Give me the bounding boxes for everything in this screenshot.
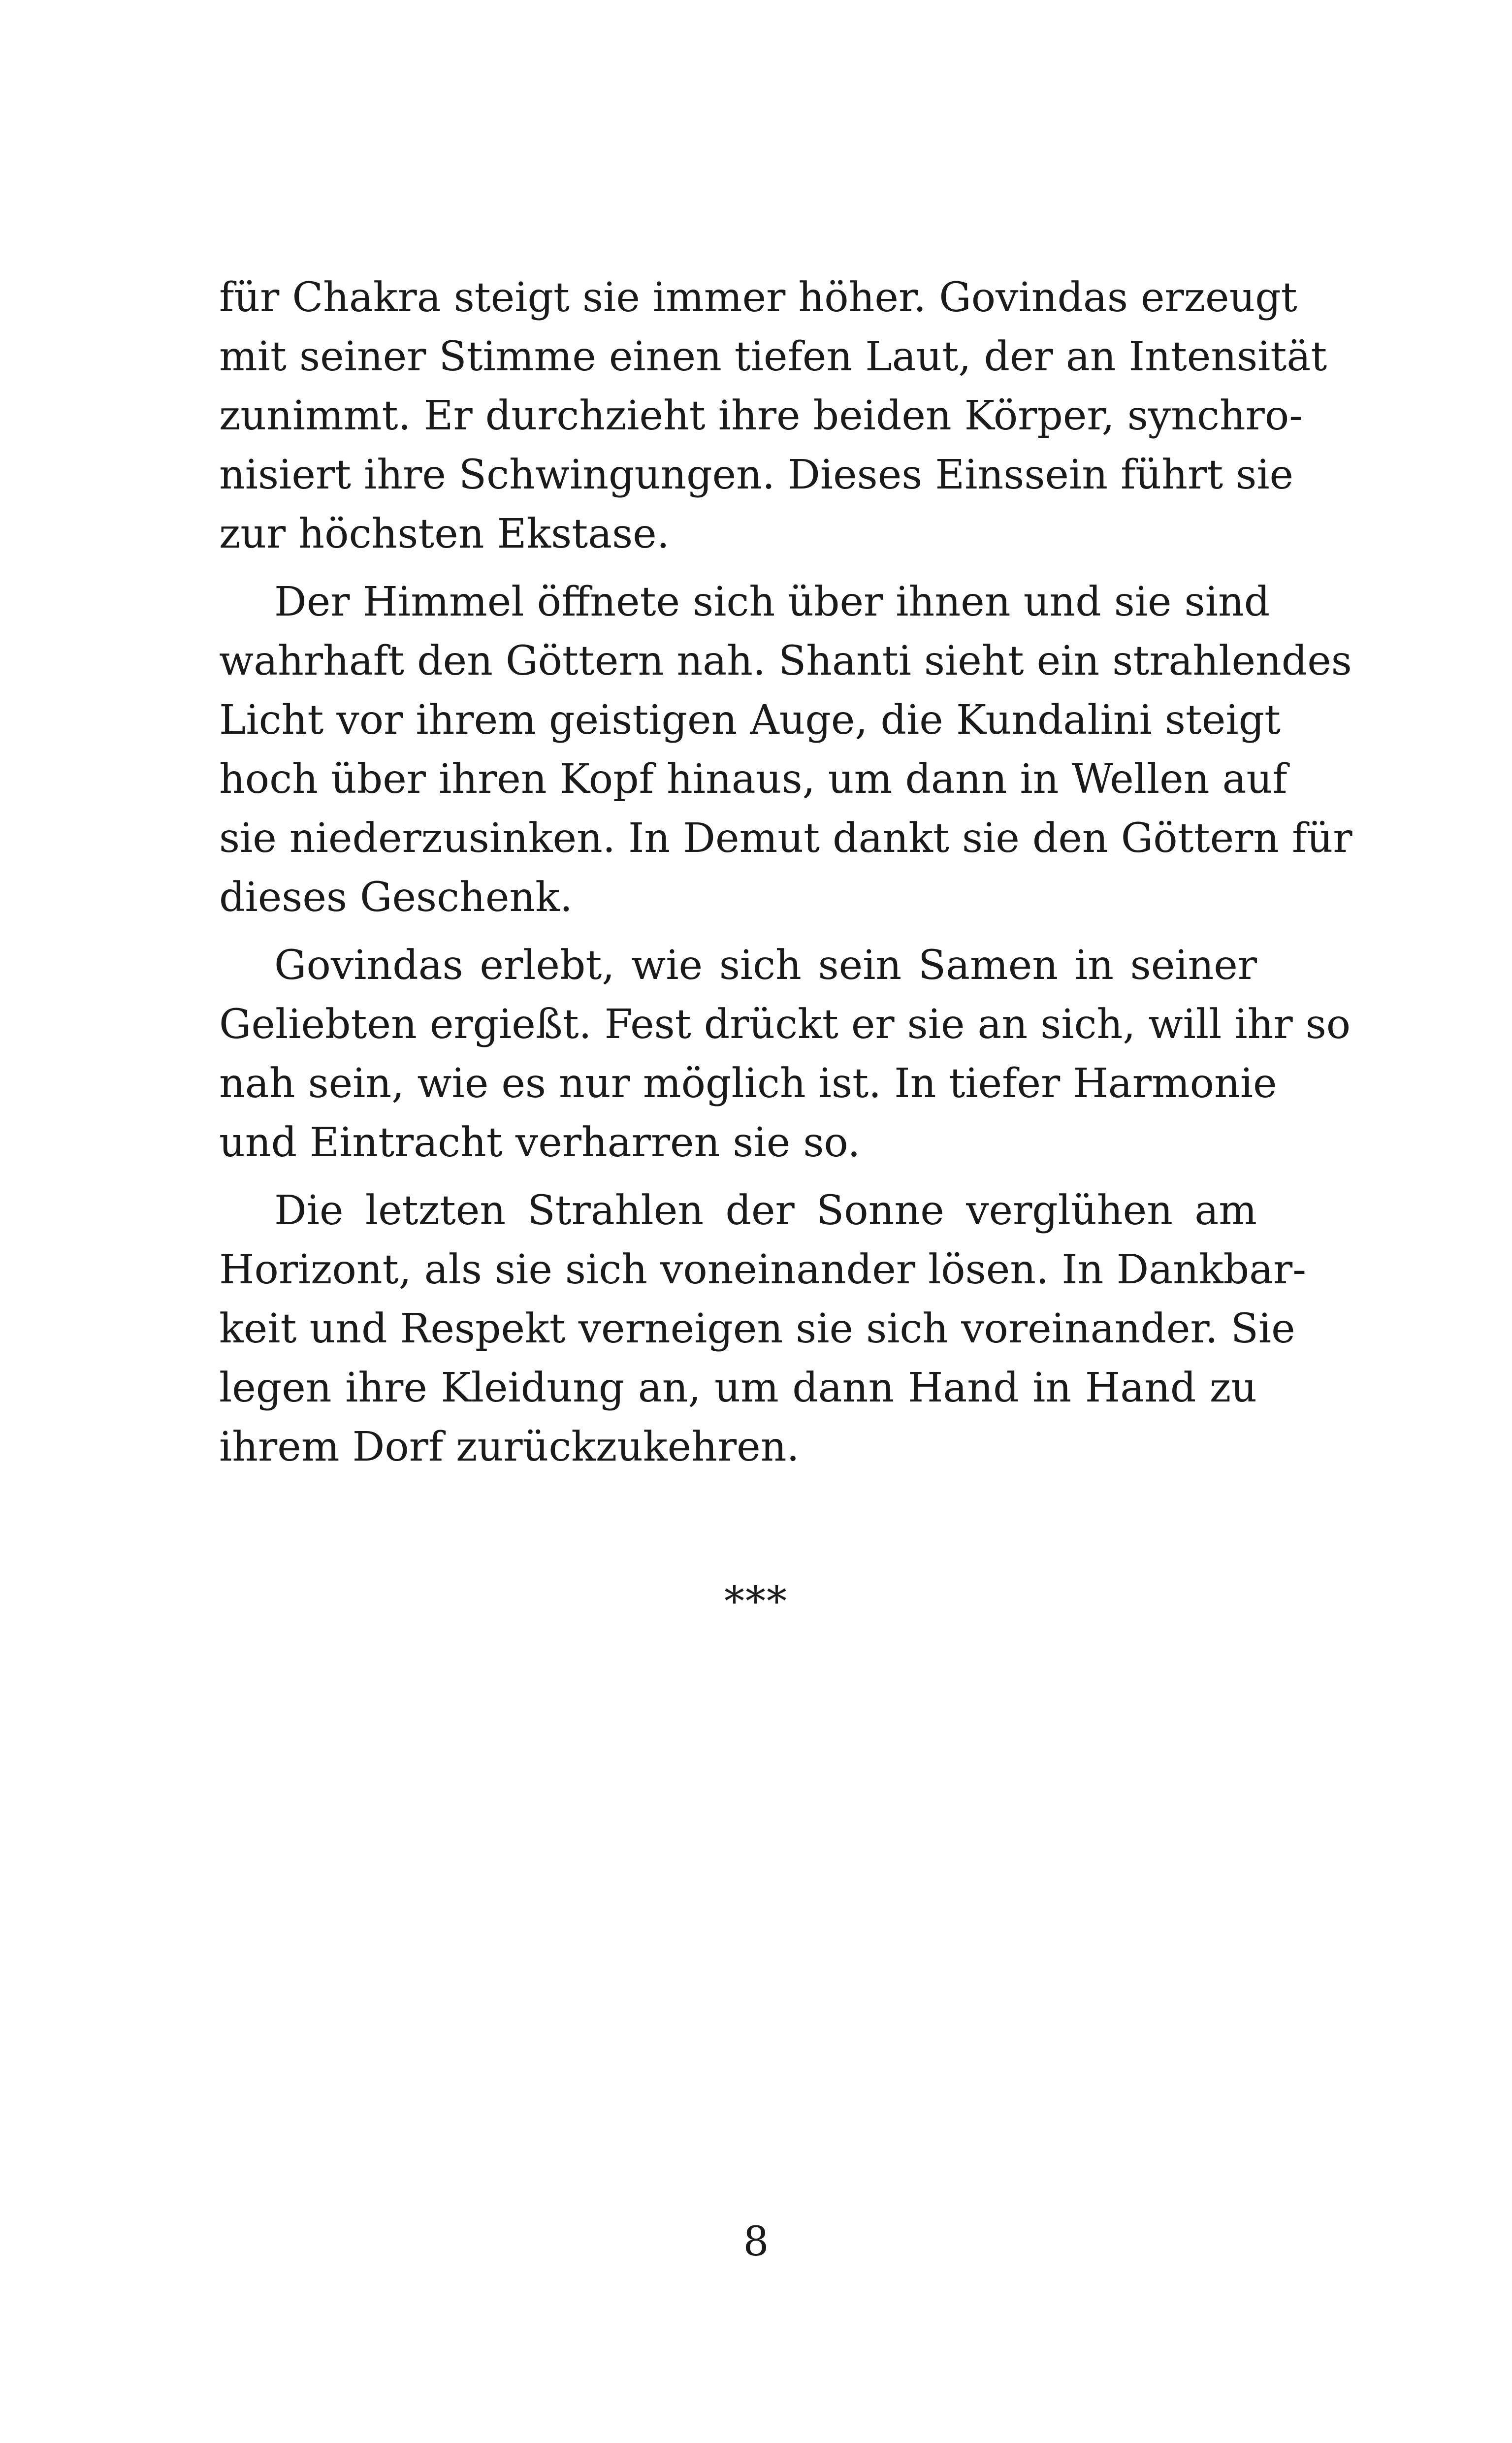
- text-line: keit und Respekt verneigen sie sich voreinander. Sie: [219, 1305, 1295, 1352]
- text-line: und Eintracht verharren sie so.: [219, 1119, 861, 1166]
- page-body: [219, 268, 1352, 1477]
- text-line: zur höchsten Ekstase.: [219, 511, 670, 557]
- text-line: für Chakra steigt sie immer höher. Govindas erzeugt: [219, 274, 1297, 321]
- text-line: nisiert ihre Schwingungen. Dieses Einssein führt sie: [219, 452, 1294, 498]
- text-line: Die letzten Strahlen der Sonne verglühen am: [274, 1187, 1257, 1234]
- text-line: legen ihre Kleidung an, um dann Hand in Hand zu: [219, 1365, 1257, 1411]
- text-line: sie niederzusinken. In Demut dankt sie den Göttern für: [219, 815, 1352, 862]
- scene-break: ***: [724, 1578, 788, 1625]
- text-line: hoch über ihren Kopf hinaus, um dann in Wellen auf: [219, 756, 1287, 803]
- text-line: Geliebten ergießt. Fest drückt er sie an sich, will ihr so: [219, 1001, 1351, 1048]
- text-line: dieses Geschenk.: [219, 874, 573, 921]
- paragraph-4: [219, 1181, 1306, 1477]
- text-line: zunimmt. Er durchzieht ihre beiden Körper, synchro-: [219, 392, 1303, 439]
- page-number: 8: [743, 2218, 769, 2265]
- text-line: nah sein, wie es nur möglich ist. In tiefer Harmonie: [219, 1060, 1277, 1107]
- text-line: Govindas erlebt, wie sich sein Samen in seiner: [274, 942, 1257, 989]
- text-line: Licht vor ihrem geistigen Auge, die Kundalini steigt: [219, 697, 1281, 744]
- paragraph-3: [219, 936, 1351, 1173]
- text-line: mit seiner Stimme einen tiefen Laut, der an Intensität: [219, 333, 1327, 380]
- paragraph-1: [219, 268, 1327, 564]
- text-line: wahrhaft den Göttern nah. Shanti sieht ein strahlendes: [219, 638, 1352, 684]
- text-line: Der Himmel öffnete sich über ihnen und sie sind: [274, 579, 1270, 625]
- paragraph-2: [219, 573, 1352, 927]
- text-line: ihrem Dorf zurückzukehren.: [219, 1424, 800, 1470]
- text-line: Horizont, als sie sich voneinander lösen. In Dankbar-: [219, 1246, 1306, 1293]
